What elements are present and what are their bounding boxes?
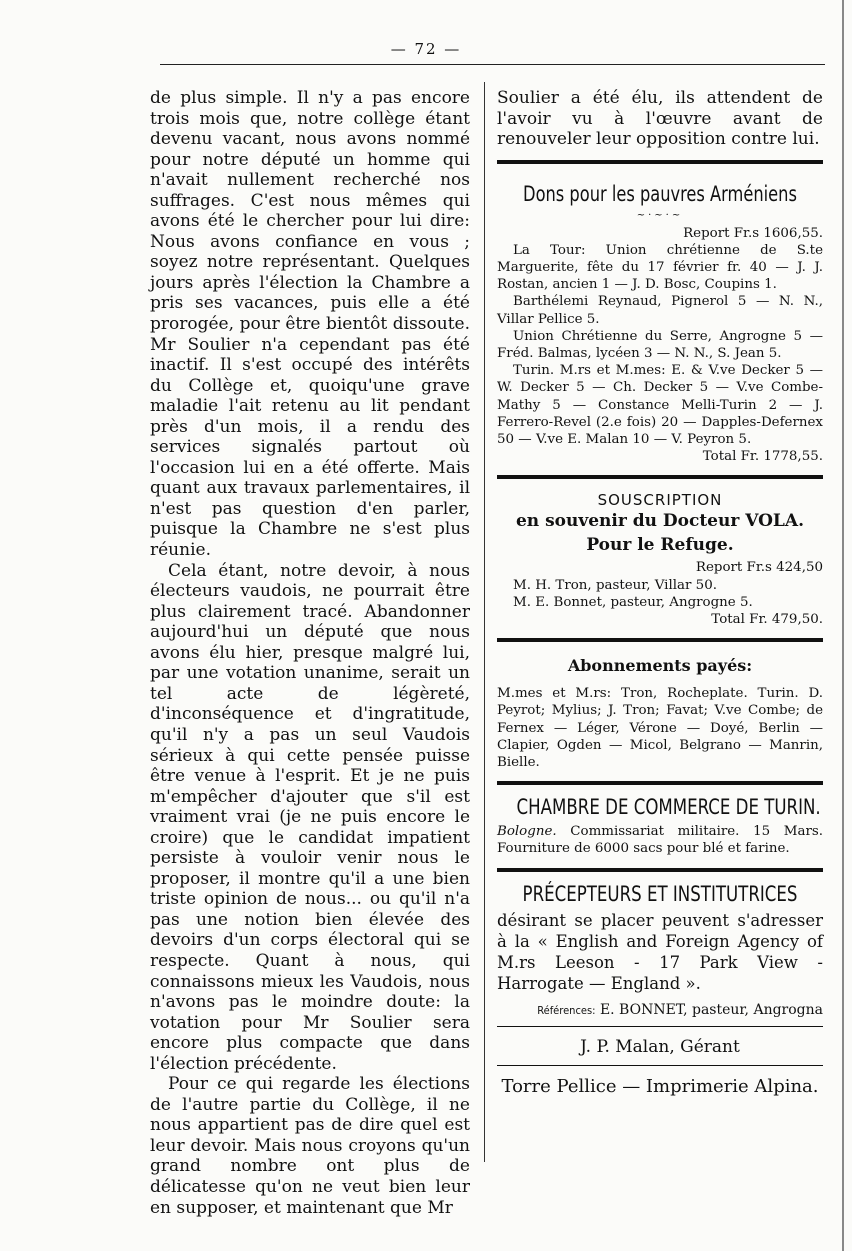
chambre-title: CHAMBRE DE COMMERCE DE TURIN. [516, 795, 821, 820]
section-rule [497, 868, 823, 872]
dons-list [497, 225, 823, 466]
page-edge [842, 0, 844, 1251]
souscription-line-2: Pour le Refuge. [586, 535, 734, 556]
souscription-total: Total Fr. 479,50. [711, 611, 823, 627]
dons-title: Dons pour les pauvres Arméniens [523, 181, 797, 206]
section-rule [497, 1026, 823, 1027]
article-paragraph-3: Pour ce qui regarde les élections de l'autre partie du Collège, il ne nous appartient pas de dire quel est leur devoir. Mais nous croyons qu'un grand nombre ont plus de délicatesse qu'on ne veut bien leur en supposer, et maintenant que Mr [150, 1074, 470, 1218]
abonnements-title: Abonnements payés: [567, 656, 753, 676]
page-number: — 72 — [390, 40, 462, 58]
column-separator [484, 82, 485, 1162]
header-rule [160, 64, 825, 65]
article-continuation: Soulier a été élu, ils attendent de l'avoir vu à l'œuvre avant de renouveler leur opposition contre lui. [497, 88, 823, 149]
precepteurs-text: désirant se placer peuvent s'adresser à la « English and Foreign Agency of M.rs Leeson - 17 Park View - Harrogate — England ». [497, 910, 823, 993]
section-rule [497, 475, 823, 479]
chambre-text: Commissariat militaire. 15 Mars. Fourniture de 6000 sacs pour blé et farine. [497, 824, 823, 857]
souscription-label: SOUSCRIPTION [597, 491, 723, 510]
precepteurs-reference [497, 1002, 823, 1018]
dons-total: Total Fr. 1778,55. [702, 449, 823, 465]
section-rule [497, 638, 823, 642]
dons-entry: Turin. M.rs et M.mes: E. & V.ve Decker 5 — W. Decker 5 — Ch. Decker 5 — V.ve Combe-Mathy 5 — Constance Melli-Turin 2 — J. Ferrero-Revel (2.e fois) 20 — Dapples-Defernex 50 — V.ve E. Malan 10 — V. Peyron 5. [497, 363, 823, 447]
souscription-line-1: en souvenir du Docteur VOLA. [515, 511, 804, 532]
dons-entry: La Tour: Union chrétienne de S.te Marguerite, fête du 17 février fr. 40 — J. J. Rostan, ancien 1 — J. D. Bosc, Coupins 1. [497, 242, 823, 293]
souscription-entry: M. E. Bonnet, pasteur, Angrogne 5. [513, 594, 753, 610]
souscription-report: Report Fr.s 424,50 [695, 560, 823, 576]
precepteurs-title: PRÉCEPTEURS ET INSTITUTRICES [522, 881, 798, 906]
ornament-divider: ~·~·~ [636, 209, 684, 221]
reference-text: E. BONNET, pasteur, Angrogna [599, 1001, 823, 1018]
section-rule [497, 160, 823, 164]
chambre-place: Bologne. [497, 824, 557, 840]
imprimerie-line: Torre Pellice — Imprimerie Alpina. [501, 1075, 819, 1097]
souscription-entry: M. H. Tron, pasteur, Villar 50. [513, 577, 717, 593]
souscription-list [497, 559, 823, 628]
left-column [150, 88, 470, 1218]
article-paragraph-2: Cela étant, notre devoir, à nous électeurs vaudois, ne pourrait être plus clairement tracé. Abandonner aujourd'hui un député que nous avons élu hier, presque malgré lui, par une votation unanime, serait un tel acte de légèreté, d'inconséquence et d'ingratitude, qu'il n'y a pas un seul Vaudois sérieux à qui cette pensée puisse être venue à l'esprit. Et je ne puis m'empêcher d'ajouter que s'il est vraiment vrai (je ne puis encore le croire) que le candidat impatient persiste à vouloir venir nous le proposer, il montre qu'il a une bien triste opinion de nous... ou qu'il n'a pas une notion bien élevée des devoirs d'un corps électoral qui se respecte. Quant à nous, qui connaissons mieux les Vaudois, nous n'avons pas le moindre doute: la votation pour Mr Soulier sera encore plus compacte que dans l'élection précédente. [150, 560, 470, 1074]
section-rule [497, 1065, 823, 1066]
gerant-line: J. P. Malan, Gérant [580, 1036, 740, 1057]
dons-entry: Barthélemi Reynaud, Pignerol 5 — N. N., Villar Pellice 5. [497, 294, 823, 327]
dons-entry: Union Chrétienne du Serre, Angrogne 5 — Fréd. Balmas, lycéen 3 — N. N., S. Jean 5. [497, 328, 823, 361]
right-column [497, 88, 823, 1097]
section-rule [497, 781, 823, 785]
dons-report: Report Fr.s 1606,55. [683, 225, 823, 241]
reference-label: Références: [537, 1003, 596, 1017]
abonnements-text: M.mes et M.rs: Tron, Rocheplate. Turin. D. Peyrot; Mylius; J. Tron; Favat; V.ve Combe; de Fernex — Léger, Vérone — Doyé, Berlin — Clapier, Ogden — Micol, Belgrano — Manrin, Bielle. [497, 686, 823, 770]
article-paragraph-1: de plus simple. Il n'y a pas encore trois mois que, notre collège étant devenu vacant, nous avons nommé pour notre député un homme qui n'avait nullement recherché nos suffrages. C'est nous mêmes qui avons été le chercher pour lui dire: Nous avons confiance en vous ; soyez notre représentant. Quelques jours après l'élection la Chambre a pris ses vacances, puis elle a été prorogée, pour être bientôt dissoute. Mr Soulier n'a cependant pas été inactif. Il s'est occupé des intérêts du Collège et, quoiqu'une grave maladie l'ait retenu au lit pendant près d'un mois, il a rendu des services signalés partout où l'occasion lui en a été offerte. Mais quant aux travaux parlementaires, il n'est pas question d'en parler, puisque la Chambre ne s'est plus réunie. [150, 88, 470, 561]
chambre-notice [497, 823, 823, 857]
